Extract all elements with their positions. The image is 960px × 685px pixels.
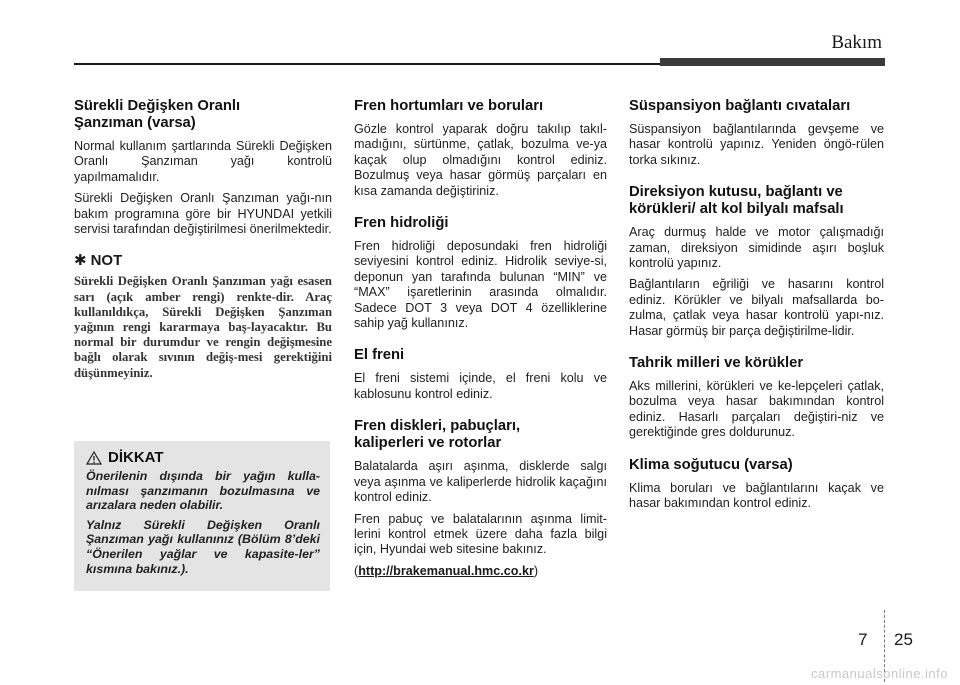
drive-shafts-text: Aks millerini, körükleri ve ke-lepçeleri çatlak, bozulma veya hasar bakımından kontrol ediniz. Hasarlı parçaları değiştiri-niz ve gerektiğinde gres doldurunuz. <box>629 379 884 440</box>
note-title: NOT <box>90 251 123 269</box>
header-rule <box>74 63 664 65</box>
suspension-bolts-heading: Süspansiyon bağlantı cıvataları <box>629 98 851 114</box>
brake-hoses-heading: Fren hortumları ve boruları <box>354 98 544 114</box>
chapter-number: 7 <box>858 630 868 649</box>
note-text: Sürekli Değişken Oranlı Şanzıman yağı esasen sarı (açık amber rengi) renkte-dir. Araç kullanıldıkça, Sürekli Değişken Şanzıman yağının rengi kararmaya baş-layacaktır. Bu normal bir durumdur ve rengin değişmesine bağlı olarak sıvının değiş-mesi gerektiğini düşünmeyiniz. <box>74 274 332 380</box>
drive-shafts-heading: Tahrik milleri ve körükler <box>629 355 804 372</box>
brake-discs-paragraph-1: Balatalarda aşırı aşınma, disklerde salgı veya aşınma ve kaliperlerde hidrolik kaçağını kontrol ediniz. <box>354 459 607 505</box>
ac-refrigerant-text: Klima boruları ve bağlantılarını kaçak ve hasar bakımından kontrol ediniz. <box>629 480 884 511</box>
caution-paragraph-2: Yalnız Sürekli Değişken Oranlı Şanzıman yağı kullanınız (Bölüm 8’deki “Önerilen yağlar ve kapasite-ler” kısmına bakınız.). <box>86 517 320 576</box>
note-heading <box>74 251 332 269</box>
cvt-paragraph-1: Normal kullanım şartlarında Sürekli Değişken Oranlı Şanzıman yağı kontrolü yapılmamalıdır. <box>74 139 332 184</box>
column-2 <box>354 98 607 585</box>
column-1 <box>74 98 332 381</box>
link-close-paren: ) <box>533 563 539 578</box>
brake-discs-heading: Fren diskleri, pabuçları, kaliperleri ve rotorlar <box>354 418 521 452</box>
brake-manual-link-line <box>354 564 607 579</box>
cvt-paragraph-2: Sürekli Değişken Oranlı Şanzıman yağı-nın bakım programına göre bir HYUNDAI yetkili servisi tarafından değiştirilmesi önerilmektedir. <box>74 191 332 237</box>
warning-triangle-icon <box>86 451 102 465</box>
parking-brake-heading: El freni <box>354 347 405 364</box>
parking-brake-text: El freni sistemi içinde, el freni kolu ve kablosunu kontrol ediniz. <box>354 371 607 401</box>
brake-hoses-text: Gözle kontrol yaparak doğru takılıp takıl-madığını, sürtünme, çatlak, bozulma ve-ya kaçak olup olmadığını kontrol ediniz. Bozulmuş veya hasar görmüş parçaları en kısa zamanda değiştiriniz. <box>354 122 607 198</box>
page-header-title: Bakım <box>831 32 882 53</box>
caution-box <box>74 441 330 591</box>
caution-paragraph-1: Önerilenin dışında bir yağın kulla-nılması şanzımanın bozulmasına ve arızalara neden olabilir. <box>86 469 320 513</box>
steering-box-heading: Direksiyon kutusu, bağlantı ve körükleri/ alt kol bilyalı mafsalı <box>629 184 844 218</box>
caution-heading <box>86 449 320 466</box>
watermark: carmanualsonline.info <box>811 666 948 681</box>
caution-title: DİKKAT <box>108 449 164 466</box>
brake-manual-link[interactable]: http://brakemanual.hmc.co.kr <box>358 563 534 578</box>
cvt-heading: Sürekli Değişken Oranlı Şanzıman (varsa) <box>74 98 241 131</box>
brake-fluid-text: Fren hidroliği deposundaki fren hidroliği seviyesini kontrol ediniz. Hidrolik seviye-si, deponun yan tarafında bulunan “MIN” ve “MAX” işaretlerinin arasında olmalıdır. Sadece DOT 3 veya DOT 4 özelliklerine sahip yağ kullanınız. <box>354 239 607 331</box>
steering-box-paragraph-2: Bağlantıların eğriliği ve hasarını kontrol ediniz. Körükler ve bilyalı mafsallarda bo-zulma, çatlak veya hasar kontrolü yapı-nız. Hasar görmüş bir parça değiştirilme-lidir. <box>629 277 884 338</box>
page-number: 25 <box>894 630 913 649</box>
note-star-icon: ✱ <box>74 252 87 270</box>
link-open-paren: ( <box>354 563 359 578</box>
column-3 <box>629 98 884 518</box>
ac-refrigerant-heading: Klima soğutucu (varsa) <box>629 456 793 473</box>
header-bar <box>660 58 885 66</box>
steering-box-paragraph-1: Araç durmuş halde ve motor çalışmadığı zaman, direksiyon simidinde aşırı boşluk kontrolü yapınız. <box>629 225 884 271</box>
suspension-bolts-text: Süspansiyon bağlantılarında gevşeme ve hasar kontrolü yapınız. Yeniden öngö-rülen torka sıkınız. <box>629 122 884 167</box>
brake-discs-paragraph-2: Fren pabuç ve balatalarının aşınma limit-lerini kontrol etmek üzere daha fazla bilgi için, Hyundai web sitesine bakınız. <box>354 511 607 557</box>
brake-fluid-heading: Fren hidroliği <box>354 215 449 232</box>
